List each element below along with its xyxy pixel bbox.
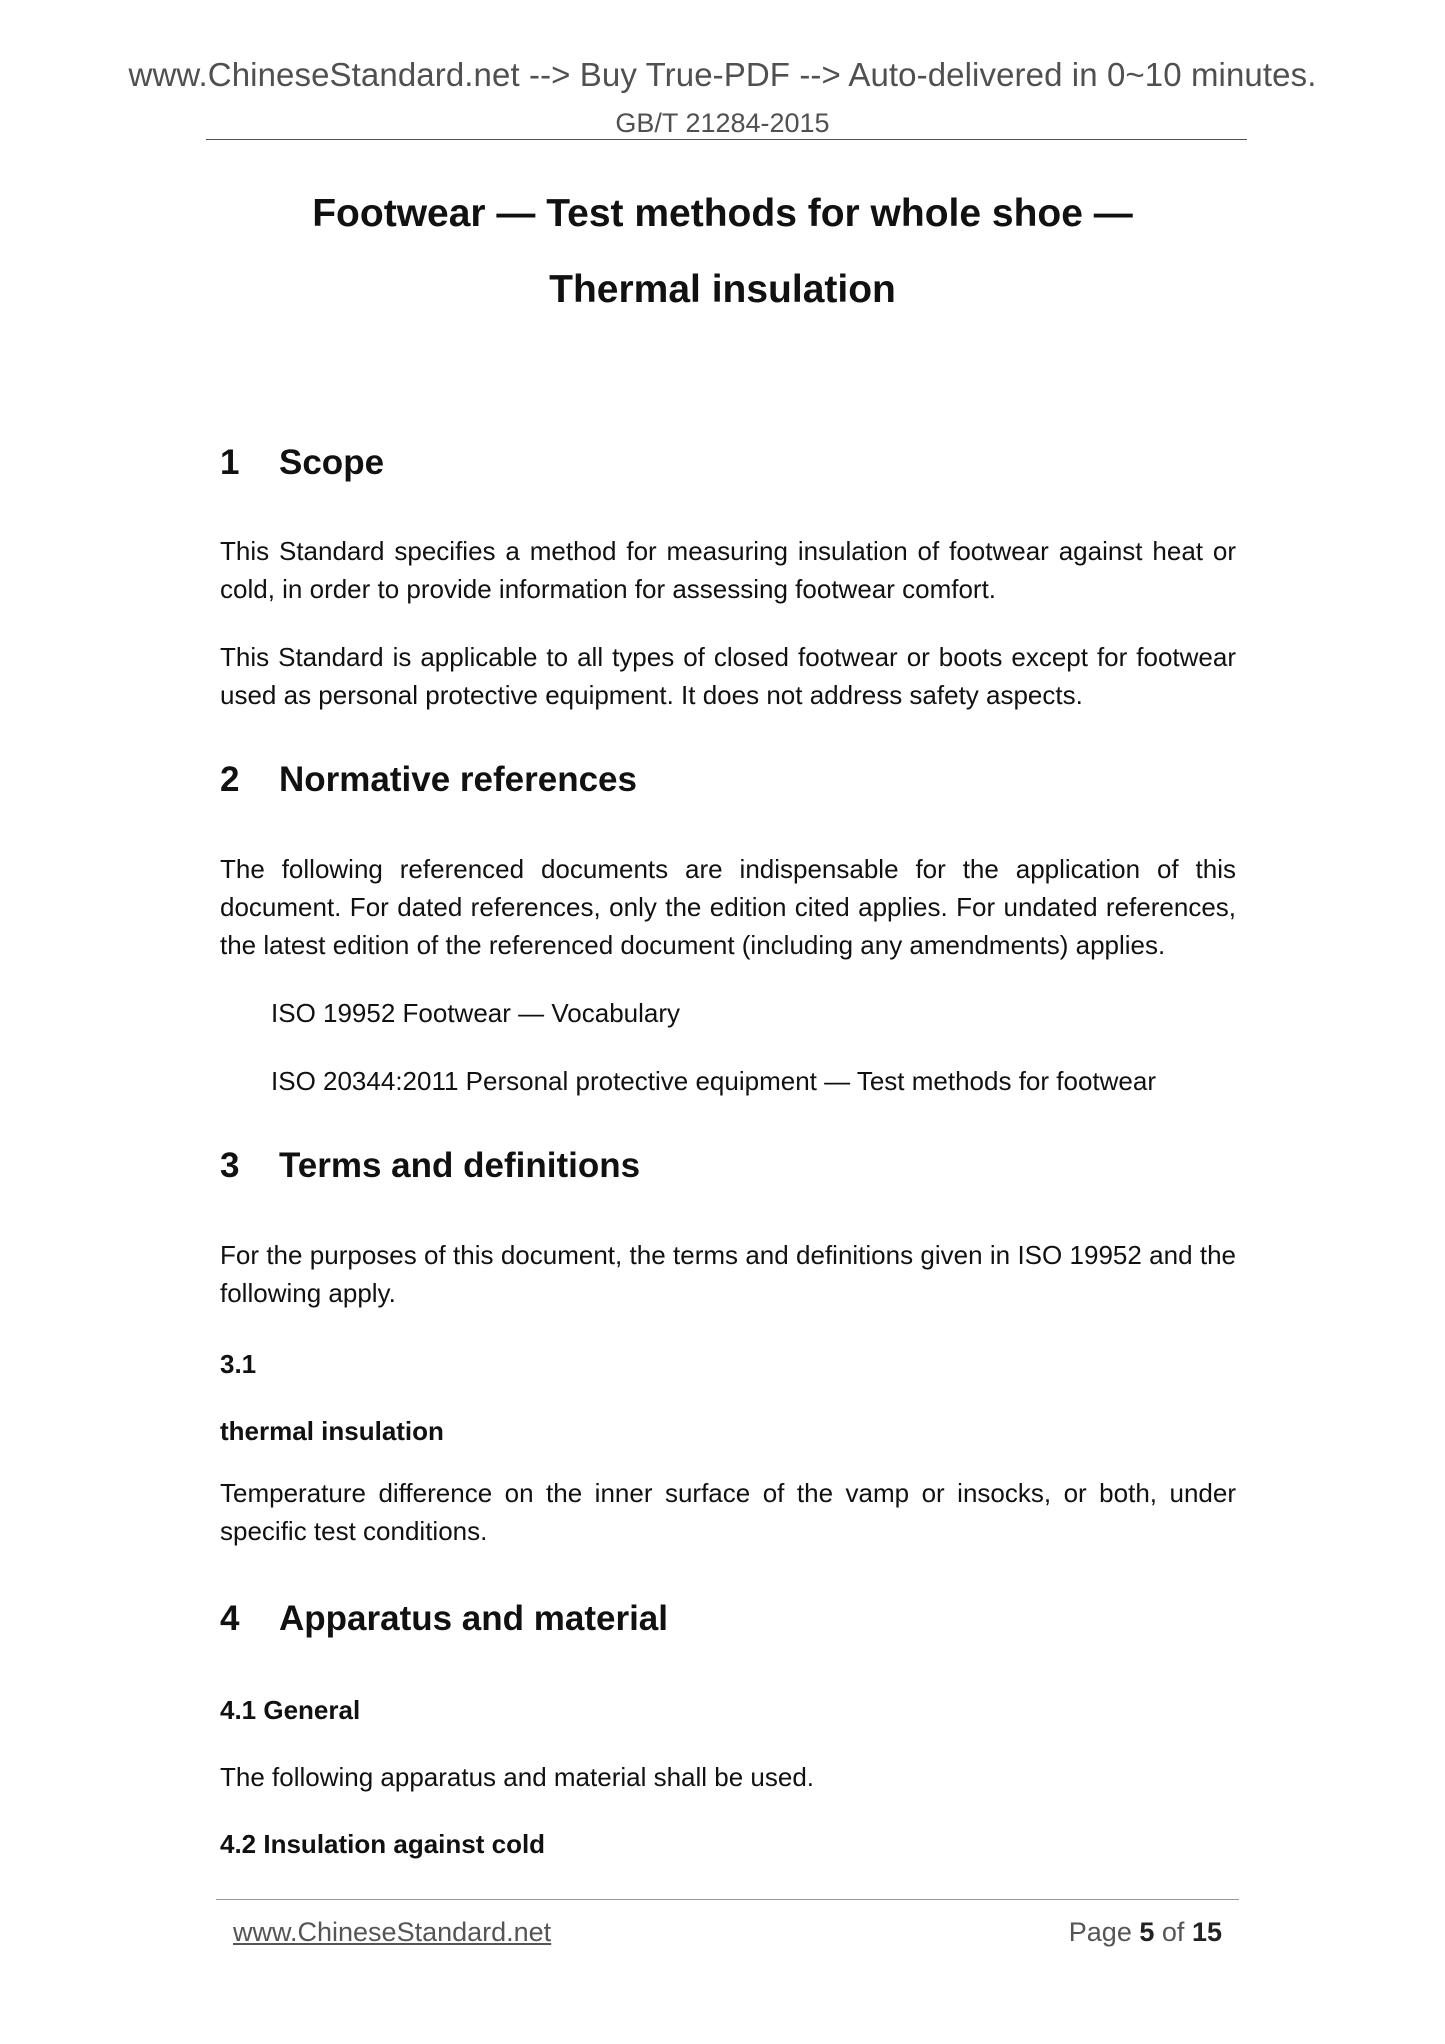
- page-label: Page: [1068, 1917, 1132, 1947]
- document-title-line-1: Footwear — Test methods for whole shoe —: [312, 192, 1133, 235]
- page-of-label: of: [1161, 1917, 1185, 1947]
- apparatus-paragraph: The following apparatus and material shall be used.: [220, 1762, 815, 1792]
- term-name: thermal insulation: [220, 1416, 444, 1446]
- section-1-title: Scope: [279, 443, 385, 482]
- standard-code: GB/T 21284-2015: [615, 108, 830, 138]
- footer-divider: [216, 1899, 1239, 1900]
- scope-paragraph-1: This Standard specifies a method for measuring insulation of footwear against heat or cold, in order to provide information for assessing footwear comfort.: [220, 536, 1236, 604]
- term-number: 3.1: [220, 1349, 257, 1379]
- footer-website-link[interactable]: www.ChineseStandard.net: [233, 1917, 552, 1947]
- section-2-title: Normative references: [279, 760, 637, 799]
- section-3-title: Terms and definitions: [279, 1146, 641, 1185]
- page-total: 15: [1191, 1917, 1222, 1947]
- section-4-heading: [220, 1599, 668, 1639]
- section-4-number: 4: [220, 1599, 240, 1638]
- section-2-heading: [220, 760, 637, 800]
- scope-paragraph-2: This Standard is applicable to all types of closed footwear or boots except for footwear used as personal protective equipment. It does not address safety aspects.: [220, 642, 1236, 710]
- section-3-heading: [220, 1146, 640, 1186]
- terms-paragraph: For the purposes of this document, the terms and definitions given in ISO 19952 and the following apply.: [220, 1240, 1236, 1308]
- subsection-4-1-heading: 4.1 General: [220, 1695, 361, 1725]
- normative-references-paragraph: The following referenced documents are indispensable for the application of this document. For dated references, only the edition cited applies. For undated references, the latest edition of the referenced document (including any amendments) applies.: [220, 854, 1236, 960]
- section-1-number: 1: [220, 443, 240, 482]
- header-banner: www.ChineseStandard.net --> Buy True-PDF --> Auto-delivered in 0~10 minutes.: [128, 56, 1317, 93]
- page-current: 5: [1139, 1917, 1155, 1947]
- term-definition: Temperature difference on the inner surface of the vamp or insocks, or both, under specific test conditions.: [220, 1478, 1236, 1546]
- page-indicator: [1069, 1917, 1222, 1948]
- subsection-4-2-heading: 4.2 Insulation against cold: [220, 1829, 546, 1859]
- reference-item-iso-19952: ISO 19952 Footwear — Vocabulary: [271, 998, 681, 1028]
- section-1-heading: [220, 443, 384, 483]
- section-3-number: 3: [220, 1146, 240, 1185]
- reference-item-iso-20344: ISO 20344:2011 Personal protective equipment — Test methods for footwear: [271, 1066, 1156, 1096]
- document-title-line-2: Thermal insulation: [549, 268, 896, 311]
- section-4-title: Apparatus and material: [279, 1599, 668, 1638]
- header-divider: [206, 139, 1247, 140]
- section-2-number: 2: [220, 760, 240, 799]
